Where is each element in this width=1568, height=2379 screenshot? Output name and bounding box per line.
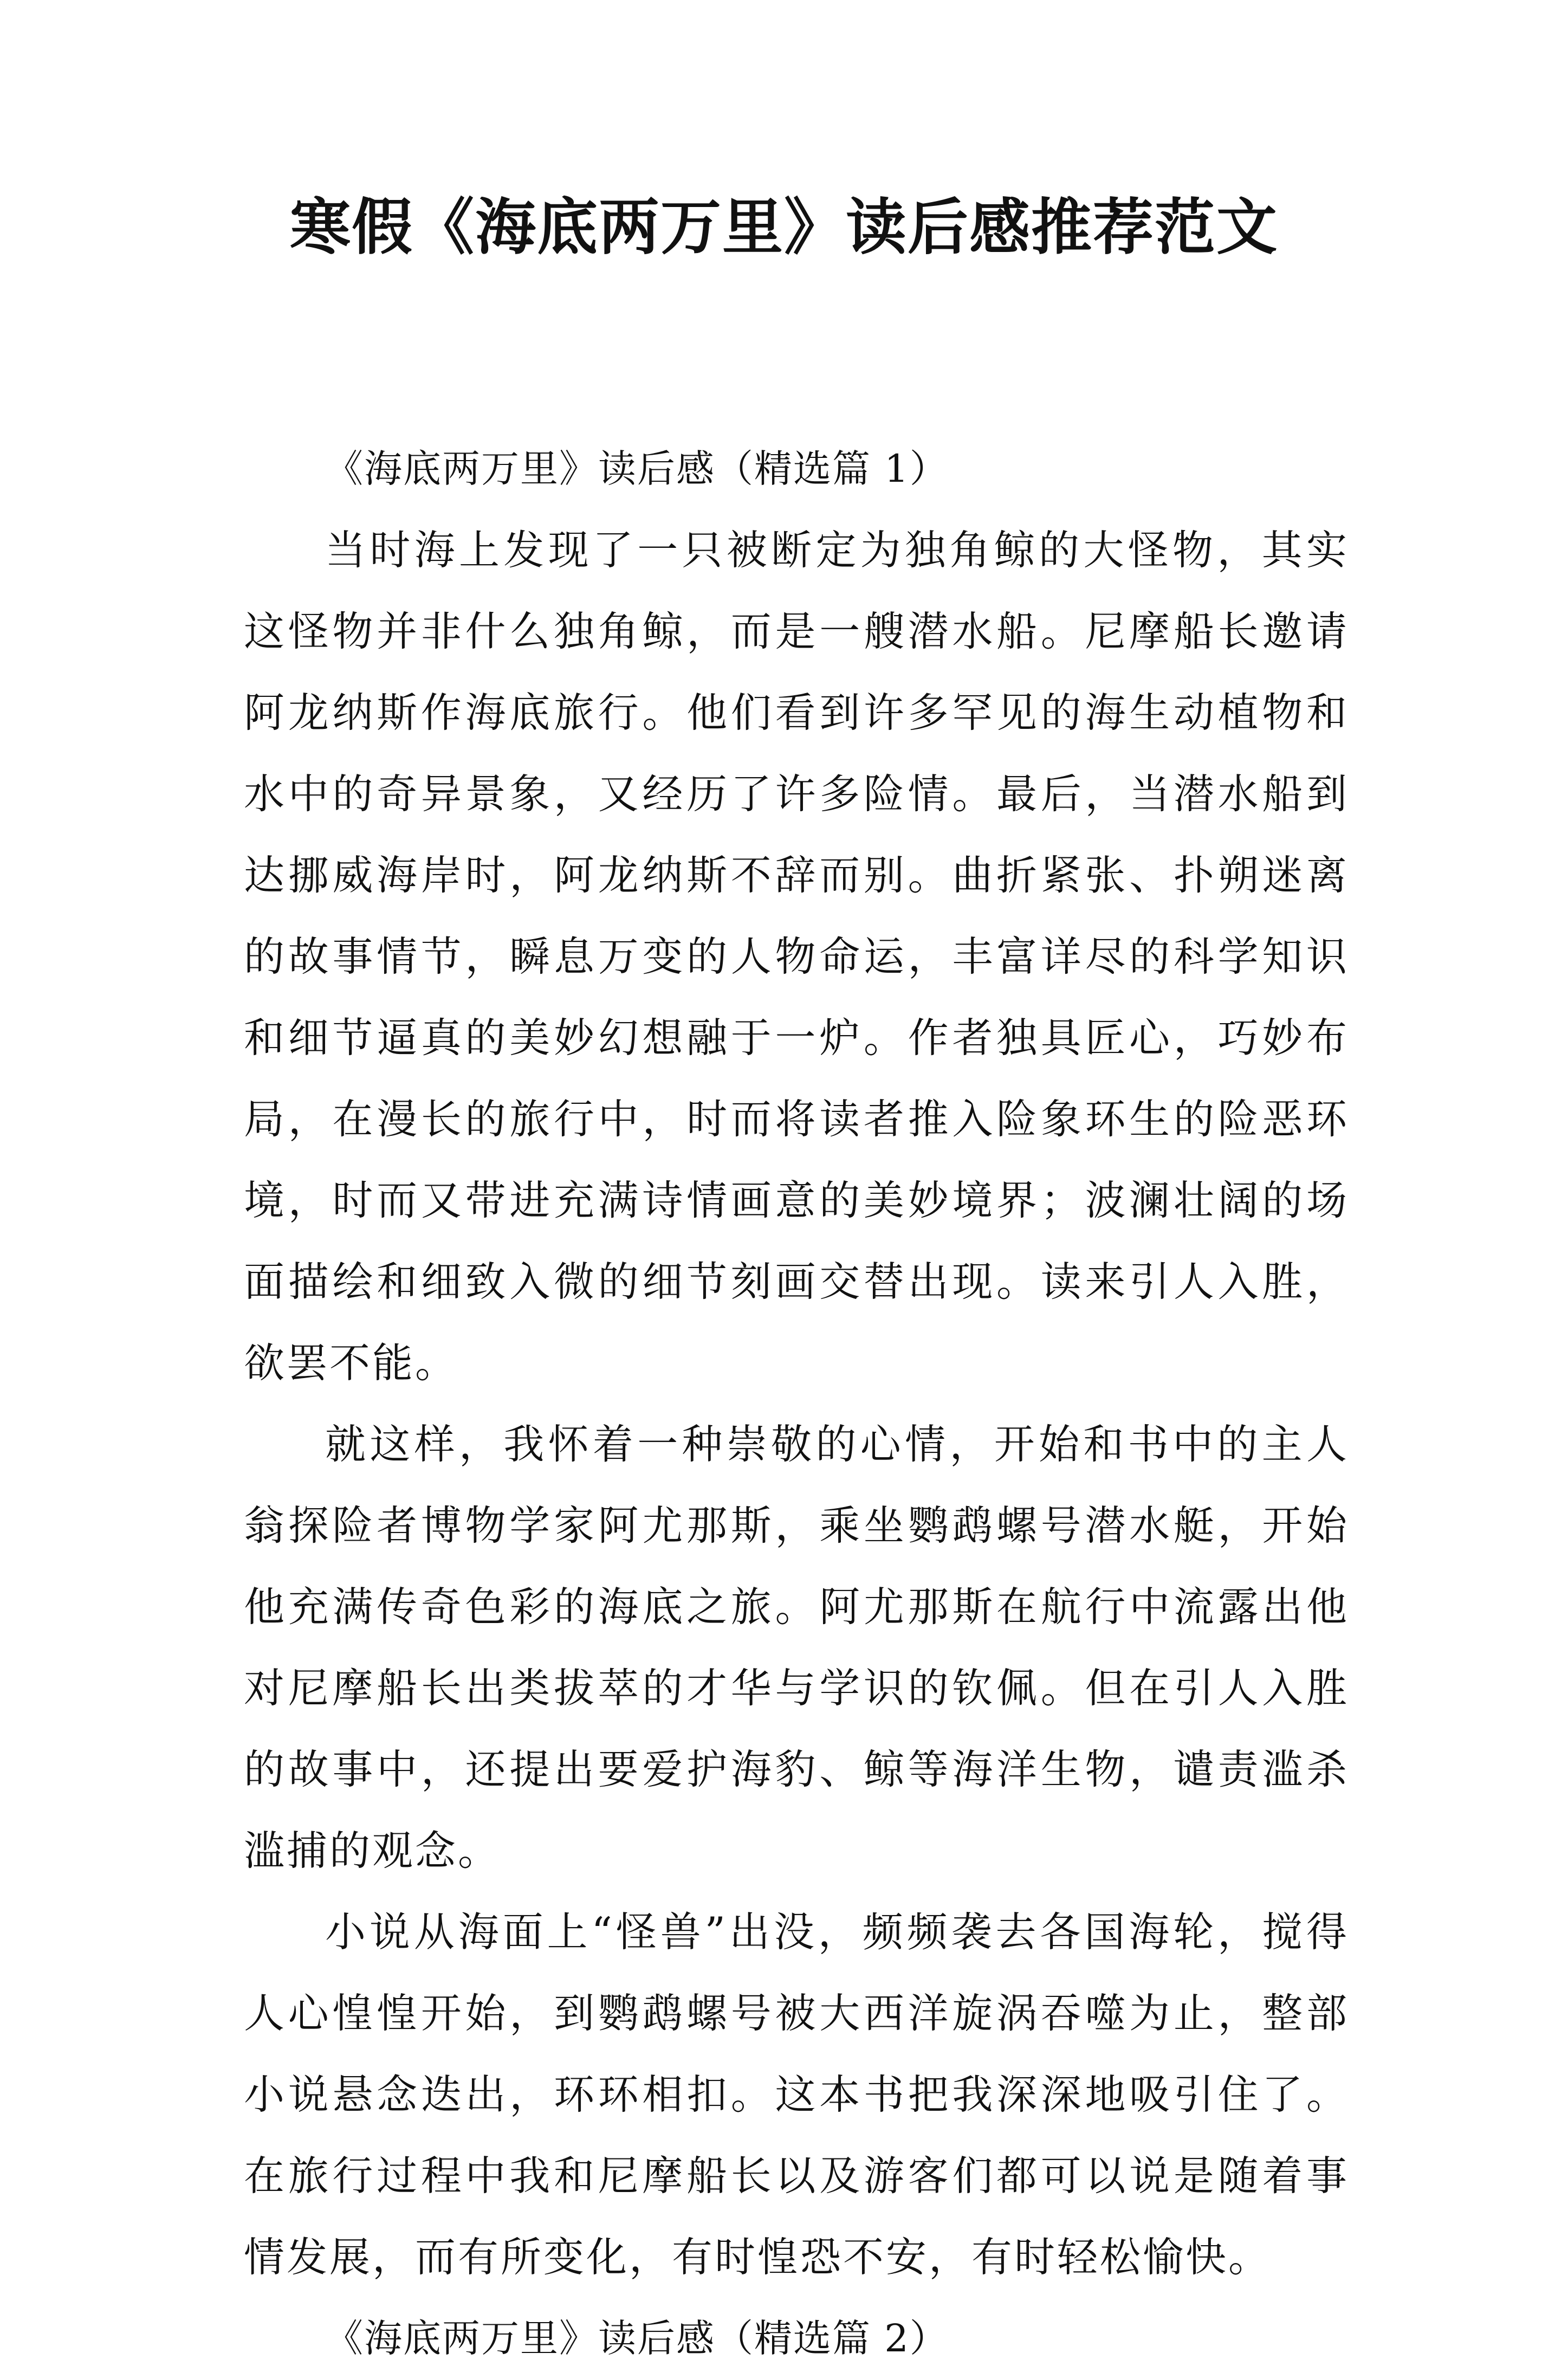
section-heading-1: 《海底两万里》读后感（精选篇 1） <box>325 447 949 491</box>
paragraph-3: 小说从海面上“怪兽”出没，频频袭去各国海轮，搅得人心惶惶开始，到鹦鹉螺号被大西洋旋涡吞噬为止，整部小说悬念迭出，环环相扣。这本书把我深深地吸引住了。在旅行过程中我和尼摩船长以及游客们都可以说是随着事情发展，而有所变化，有时惶恐不安，有时轻松愉快。 <box>244 1908 1349 2281</box>
paragraph-2: 就这样，我怀着一种崇敬的心情，开始和书中的主人翁探险者博物学家阿尤那斯，乘坐鹦鹉螺号潜水艇，开始他充满传奇色彩的海底之旅。阿尤那斯在航行中流露出他对尼摩船长出类拔萃的才华与学识的钦佩。但在引人入胜的故事中，还提出要爱护海豹、鲸等海洋生物，谴责滥杀滥捕的观念。 <box>244 1420 1349 1874</box>
paragraph-1: 当时海上发现了一只被断定为独角鲸的大怪物，其实这怪物并非什么独角鲸，而是一艘潜水船。尼摩船长邀请阿龙纳斯作海底旅行。他们看到许多罕见的海生动植物和水中的奇异景象，又经历了许多险情。最后，当潜水船到达挪威海岸时，阿龙纳斯不辞而别。曲折紧张、扑朔迷离的故事情节，瞬息万变的人物命运，丰富详尽的科学知识和细节逼真的美妙幻想融于一炉。作者独具匠心，巧妙布局，在漫长的旅行中，时而将读者推入险象环生的险恶环境，时而又带进充满诗情画意的美妙境界；波澜壮阔的场面描绘和细致入微的细节刻画交替出现。读来引人入胜，欲罢不能。 <box>244 526 1349 1387</box>
section-heading-2: 《海底两万里》读后感（精选篇 2） <box>325 2316 949 2361</box>
document-title: 寒假《海底两万里》读后感推荐范文 <box>290 192 1278 263</box>
document-body <box>244 428 1349 2379</box>
